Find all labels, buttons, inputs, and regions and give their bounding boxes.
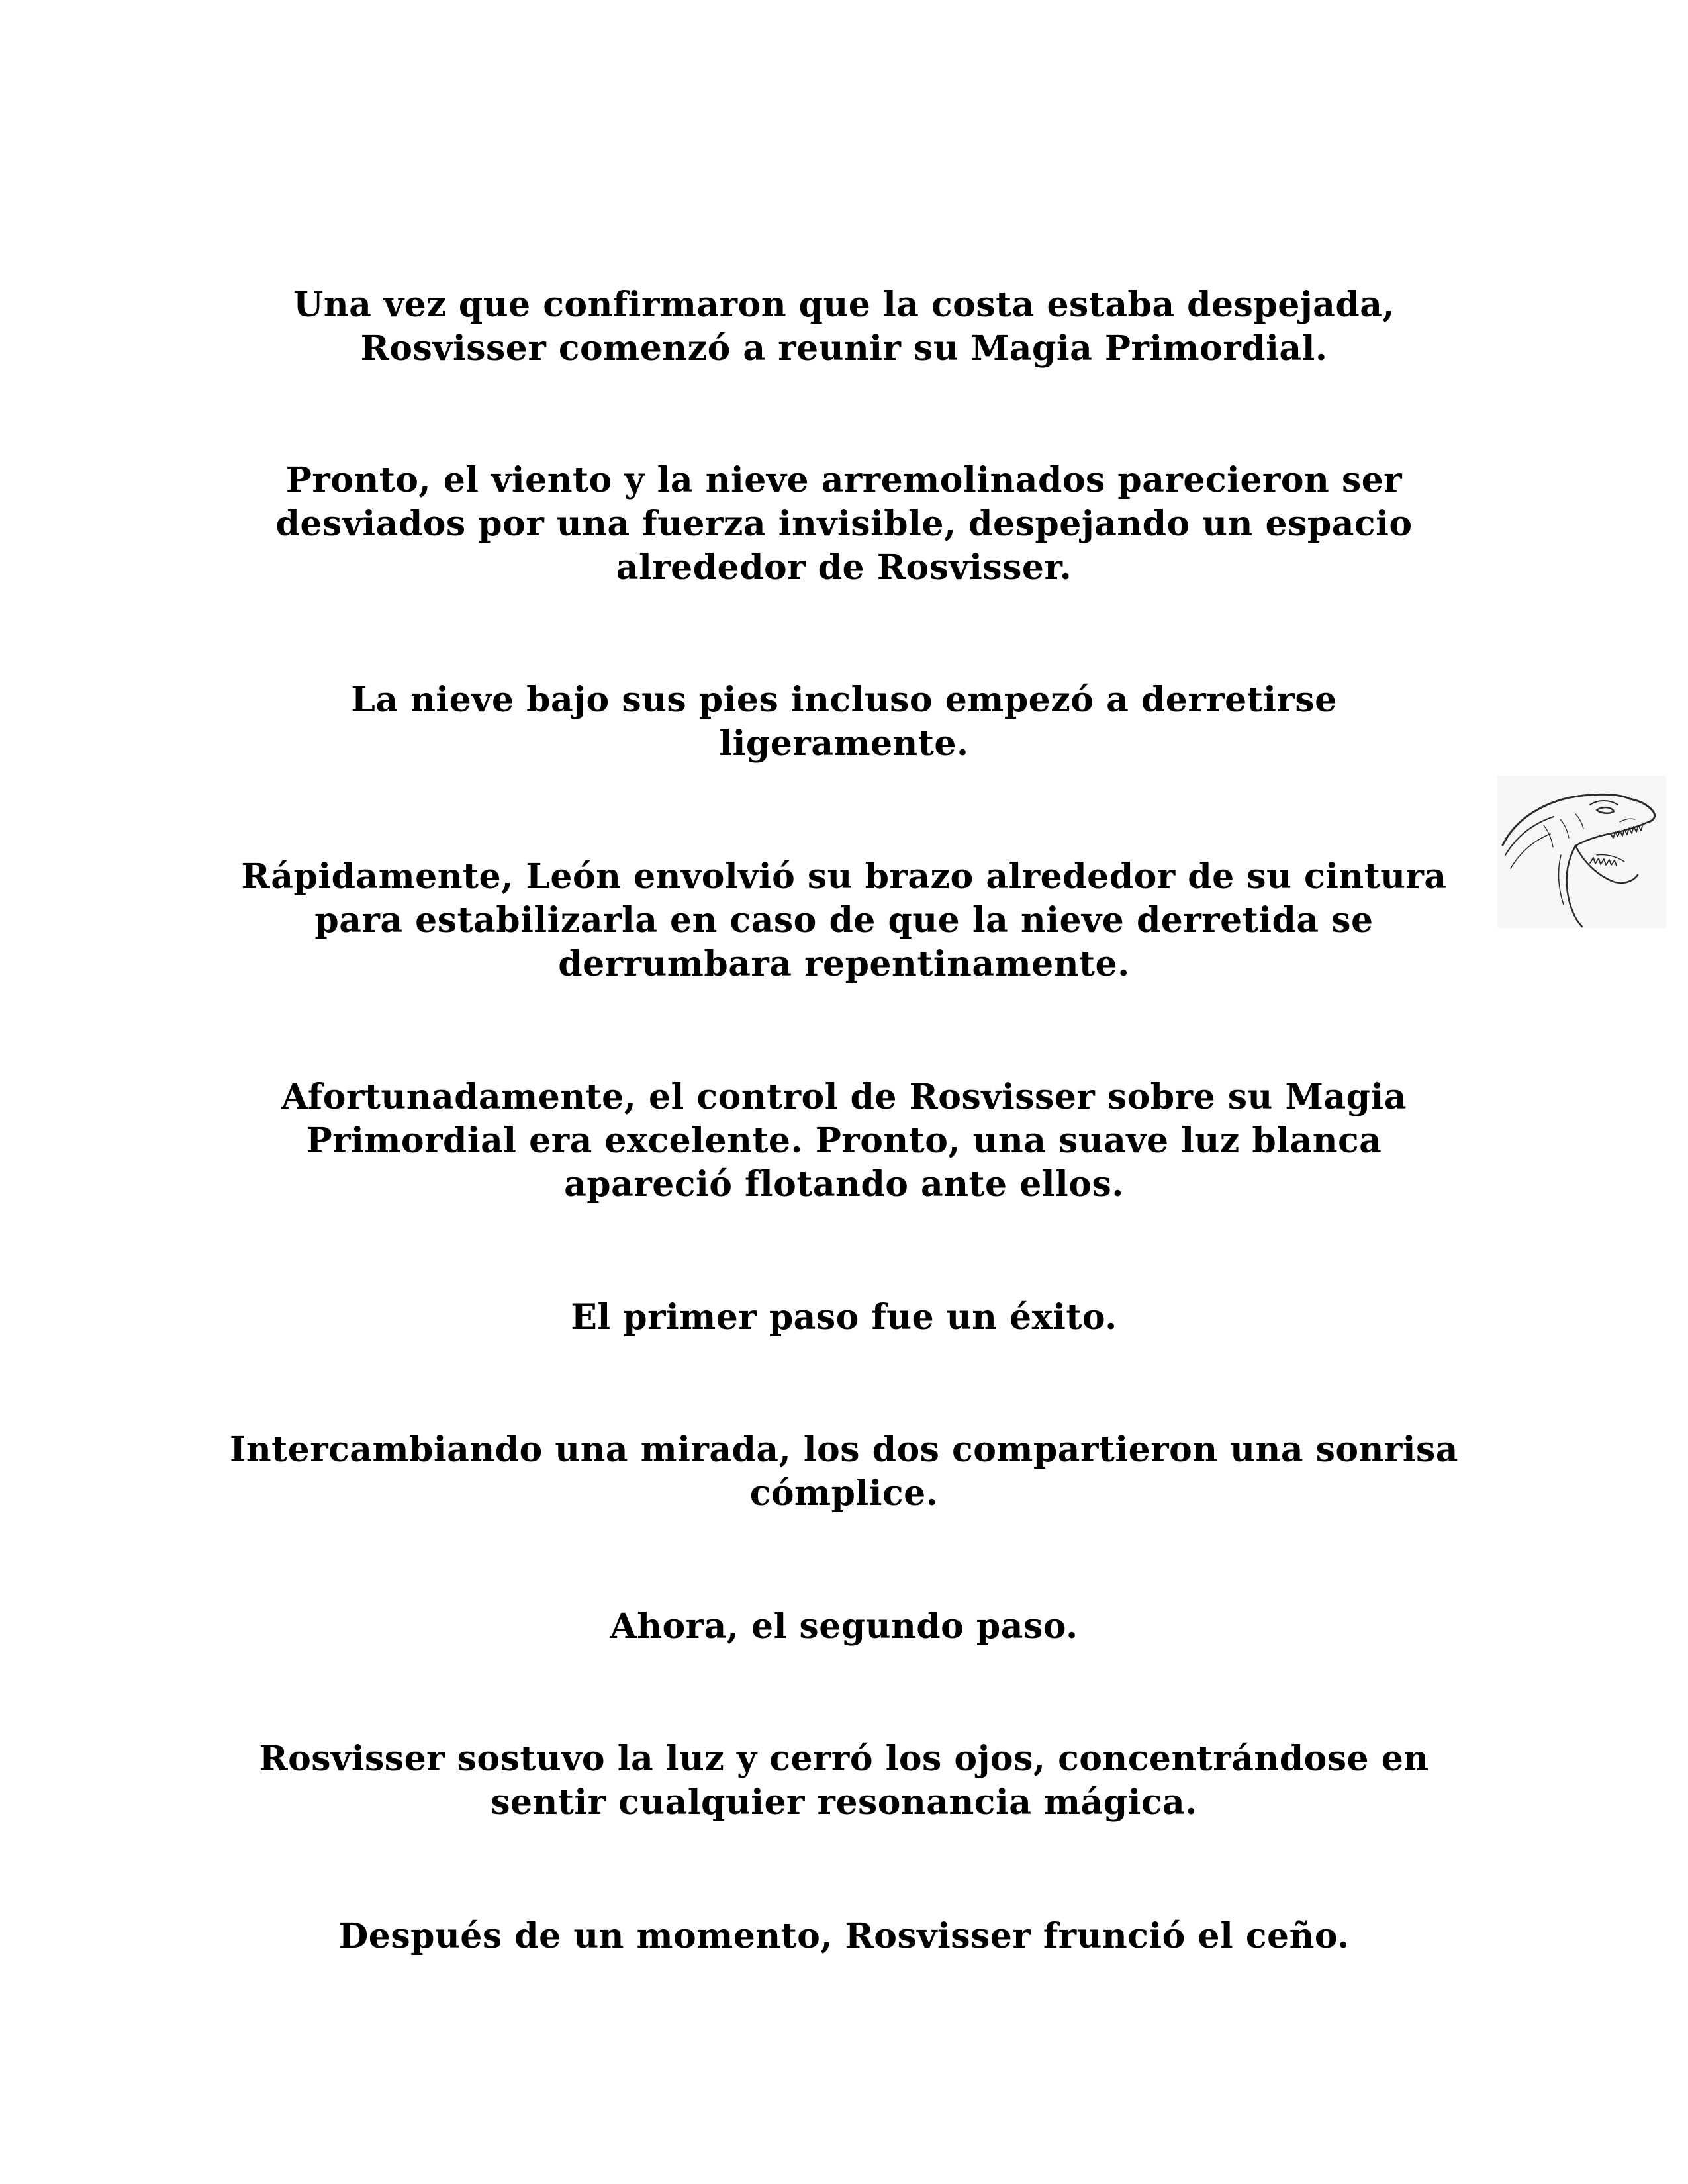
paragraph-8-line-1: Ahora, el segundo paso. <box>610 1606 1078 1647</box>
paragraph-4-line-3: derrumbara repentinamente. <box>558 944 1130 984</box>
paragraph-6-line-1: El primer paso fue un éxito. <box>571 1297 1117 1338</box>
paragraph-1 <box>199 283 1489 371</box>
paragraph-2 <box>199 459 1489 590</box>
paragraph-2-line-3: alrededor de Rosvisser. <box>616 547 1072 588</box>
paragraph-10 <box>199 1915 1489 1958</box>
paragraph-6 <box>199 1296 1489 1340</box>
paragraph-1-line-1: Una vez que confirmaron que la costa estaba despejada, <box>293 285 1395 325</box>
paragraph-3-line-1: La nieve bajo sus pies incluso empezó a derretirse <box>351 680 1337 720</box>
paragraph-9-line-2: sentir cualquier resonancia mágica. <box>491 1782 1197 1823</box>
paragraph-3 <box>199 678 1489 766</box>
paragraph-4 <box>199 855 1489 986</box>
paragraph-1-line-2: Rosvisser comenzó a reunir su Magia Primordial. <box>360 328 1328 369</box>
paragraph-4-line-2: para estabilizarla en caso de que la nieve derretida se <box>314 900 1374 940</box>
paragraph-5-line-3: apareció flotando ante ellos. <box>564 1164 1124 1205</box>
paragraph-7 <box>199 1428 1489 1516</box>
paragraph-2-line-1: Pronto, el viento y la nieve arremolinados parecieron ser <box>285 460 1403 500</box>
paragraph-3-line-2: ligeramente. <box>719 723 969 764</box>
paragraph-10-line-1: Después de un momento, Rosvisser frunció el ceño. <box>338 1916 1350 1956</box>
paragraph-7-line-2: cómplice. <box>749 1473 939 1514</box>
paragraph-5 <box>199 1075 1489 1206</box>
paragraph-7-line-1: Intercambiando una mirada, los dos compartieron una sonrisa <box>230 1430 1458 1470</box>
paragraph-4-line-1: Rápidamente, León envolvió su brazo alrededor de su cintura <box>241 856 1447 897</box>
paragraph-5-line-1: Afortunadamente, el control de Rosvisser sobre su Magia <box>281 1077 1407 1117</box>
paragraph-2-line-2: desviados por una fuerza invisible, despejando un espacio <box>275 504 1413 544</box>
paragraph-8 <box>199 1605 1489 1649</box>
paragraph-9-line-1: Rosvisser sostuvo la luz y cerró los ojos, concentrándose en <box>259 1739 1429 1779</box>
dinosaur-head-sketch-icon <box>1497 776 1666 928</box>
paragraph-9 <box>199 1737 1489 1825</box>
paragraph-5-line-2: Primordial era excelente. Pronto, una suave luz blanca <box>306 1120 1382 1161</box>
